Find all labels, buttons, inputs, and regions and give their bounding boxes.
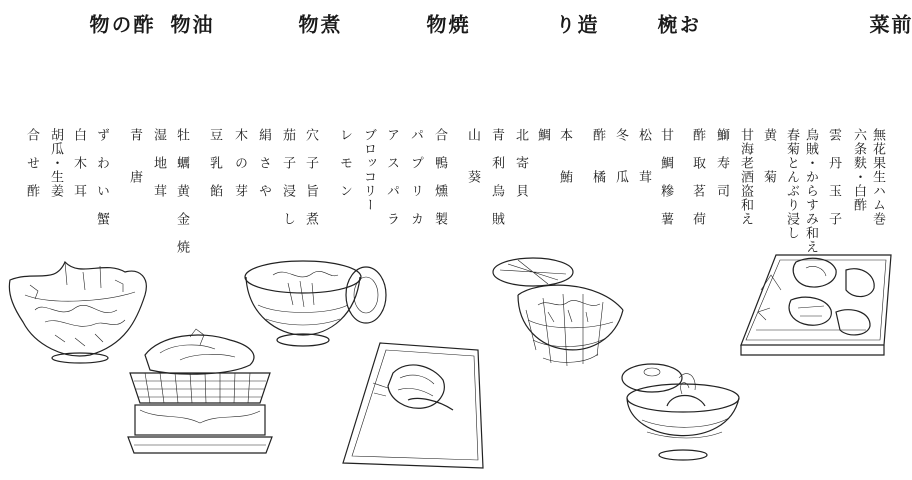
menu-item: 松 茸 bbox=[636, 128, 651, 184]
menu-item: 酢 取 茗 荷 bbox=[690, 128, 705, 226]
zensai-tray-illustration bbox=[736, 250, 896, 365]
menu-item: 黄 菊 bbox=[761, 128, 776, 184]
heading-char: 造 bbox=[574, 14, 598, 34]
heading-char: り bbox=[552, 14, 576, 34]
menu-item: 鰤 寿 司 bbox=[714, 128, 729, 198]
menu-item: 湿 地 茸 bbox=[151, 128, 166, 198]
tsukuri-basket-illustration bbox=[488, 250, 638, 400]
heading-char: 焼 bbox=[445, 14, 469, 34]
menu-item: 烏賊・からすみ和え bbox=[803, 128, 818, 254]
heading-char: の bbox=[108, 14, 132, 34]
heading-char: 物 bbox=[423, 14, 447, 34]
heading-sunomono bbox=[87, 14, 153, 58]
menu-item: ず わ い 蟹 bbox=[94, 128, 109, 226]
menu-item: 春菊とんぶり浸し bbox=[784, 128, 799, 240]
menu-item: 北 寄 貝 bbox=[513, 128, 528, 198]
menu-item: 茄 子 浸 し bbox=[280, 128, 295, 226]
menu-item: 甘 鯛 糝 薯 bbox=[658, 128, 673, 226]
menu-item: 合 せ 酢 bbox=[24, 128, 39, 198]
heading-tsukuri bbox=[553, 14, 597, 58]
heading-zensai bbox=[867, 14, 911, 58]
menu-item: 合 鴨 燻 製 bbox=[432, 128, 447, 226]
menu-item: 無花果生ハム巻 bbox=[870, 128, 885, 226]
heading-char: 酢 bbox=[130, 14, 154, 34]
menu-item: レ モ ン bbox=[337, 128, 352, 198]
heading-agemono bbox=[168, 14, 212, 58]
heading-yakimono bbox=[424, 14, 468, 58]
menu-item: ブロッコリー bbox=[361, 128, 376, 212]
menu-item: 雲 丹 玉 子 bbox=[826, 128, 841, 226]
heading-char: 椀 bbox=[654, 14, 678, 34]
menu-item: 胡瓜・生姜 bbox=[48, 128, 63, 198]
menu-item: 甘海老酒盗和え bbox=[738, 128, 753, 226]
menu-item: 鯛 bbox=[535, 128, 550, 142]
heading-char: 油 bbox=[189, 14, 213, 34]
heading-char: 物 bbox=[295, 14, 319, 34]
heading-char: 菜 bbox=[866, 14, 890, 34]
nimono-bowl-illustration bbox=[238, 255, 388, 350]
heading-char: 煮 bbox=[317, 14, 341, 34]
menu-item: 青 利 烏 賊 bbox=[489, 128, 504, 226]
owan-bowl-illustration bbox=[617, 358, 757, 468]
heading-nimono bbox=[296, 14, 340, 58]
menu-item: 青 唐 bbox=[127, 128, 142, 184]
menu-item: ア ス パ ラ bbox=[384, 128, 399, 226]
menu-item: 木 の 芽 bbox=[232, 128, 247, 198]
heading-char: お bbox=[676, 14, 700, 34]
menu-item: 冬 瓜 bbox=[613, 128, 628, 184]
heading-char: 物 bbox=[167, 14, 191, 34]
menu-item: 豆 乳 餡 bbox=[207, 128, 222, 198]
menu-item: パ プ リ カ bbox=[408, 128, 423, 226]
menu-item: 酢 橘 bbox=[590, 128, 605, 184]
heading-owan bbox=[655, 14, 699, 58]
heading-char: 物 bbox=[86, 14, 110, 34]
menu-item: 白 木 耳 bbox=[71, 128, 86, 198]
yakimono-plate-illustration bbox=[338, 338, 488, 473]
heading-char: 前 bbox=[888, 14, 912, 34]
menu-item: 絹 さ や bbox=[256, 128, 271, 198]
menu-item: 穴 子 旨 煮 bbox=[303, 128, 318, 226]
menu-item: 牡 蠣 黄 金 焼 bbox=[174, 128, 189, 254]
menu-item: 山 葵 bbox=[465, 128, 480, 184]
menu-item: 六条麩・白酢 bbox=[851, 128, 866, 212]
menu-item: 本 鮪 bbox=[557, 128, 572, 184]
